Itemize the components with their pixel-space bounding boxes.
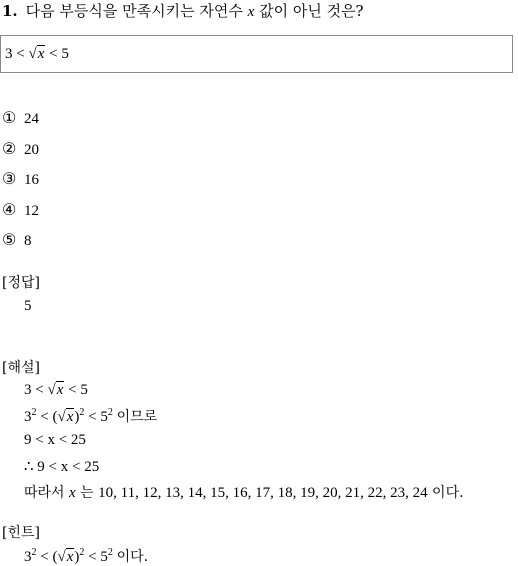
exp2-variable: x — [66, 409, 74, 425]
exp2-tail: 이므로 — [116, 409, 158, 425]
formula-box — [0, 35, 513, 73]
exp2-exp2: 2 — [79, 407, 85, 418]
choice-value: 20 — [24, 142, 39, 158]
choice-mark: ② — [2, 139, 17, 158]
exp2-exp: 2 — [31, 407, 37, 418]
sqrt-symbol: √x — [57, 549, 74, 565]
choice-5[interactable] — [2, 230, 32, 250]
explanation-line-5 — [24, 482, 464, 502]
exp1-right: < 5 — [68, 382, 88, 398]
question-number: 1. — [2, 2, 18, 20]
choice-3[interactable] — [2, 169, 39, 189]
sqrt-symbol: √x — [28, 46, 45, 62]
choice-1[interactable] — [2, 108, 39, 128]
choice-value: 12 — [24, 203, 39, 219]
choice-4[interactable] — [2, 200, 39, 220]
hint-exp2: 2 — [79, 547, 85, 558]
hint-exp3: 2 — [107, 547, 113, 558]
question-title — [2, 0, 364, 21]
question-text-after: 값이 아닌 것은? — [259, 2, 364, 20]
hint-open: < ( — [40, 549, 58, 565]
exp5-prefix: 따라서 — [24, 485, 65, 501]
hint-b: < 5 — [88, 549, 108, 565]
exp5-variable: x — [69, 485, 76, 501]
hint-exp: 2 — [31, 547, 37, 558]
exp2-exp3: 2 — [107, 407, 113, 418]
choice-2[interactable] — [2, 139, 39, 159]
hint-line — [24, 546, 148, 566]
exp5-list: 10, 11, 12, 13, 14, 15, 16, 17, 18, 19, 20, 21, 22, 23, 24 — [98, 485, 428, 501]
choice-mark: ③ — [2, 169, 17, 188]
hint-close: ) — [74, 549, 80, 565]
exp1-variable: x — [56, 382, 64, 398]
formula-right: < 5 — [49, 46, 69, 62]
exp5-mid: 는 — [80, 485, 94, 501]
choice-value: 8 — [24, 233, 32, 249]
question-text-before: 다음 부등식을 만족시키는 자연수 — [25, 2, 243, 20]
hint-variable: x — [66, 549, 74, 565]
choice-value: 24 — [24, 111, 39, 127]
answer-value: 5 — [24, 298, 32, 314]
exp2-a: 3 — [24, 409, 32, 425]
choice-mark: ⑤ — [2, 230, 17, 249]
hint-label: [힌트] — [2, 525, 40, 541]
formula-variable: x — [37, 46, 45, 62]
answer-label: [정답] — [2, 275, 40, 291]
sqrt-symbol: √x — [47, 382, 64, 398]
exp1-left: 3 < — [24, 382, 44, 398]
explanation-line-2 — [24, 406, 157, 426]
formula-expression — [5, 46, 69, 63]
explanation-line-4: ∴ 9 < x < 25 — [24, 459, 100, 475]
choice-mark: ④ — [2, 200, 17, 219]
hint-a: 3 — [24, 549, 32, 565]
choice-value: 16 — [24, 172, 39, 188]
explanation-line-1 — [24, 382, 88, 399]
question-variable: x — [247, 4, 255, 20]
explanation-line-3: 9 < x < 25 — [24, 432, 86, 448]
exp5-suffix: 이다. — [432, 485, 464, 501]
formula-left: 3 < — [5, 46, 25, 62]
sqrt-symbol: √x — [57, 409, 74, 425]
exp2-open: < ( — [40, 409, 58, 425]
exp2-close: ) — [74, 409, 80, 425]
exp2-b: < 5 — [88, 409, 108, 425]
explanation-label: [해설] — [2, 360, 40, 376]
choice-mark: ① — [2, 108, 17, 127]
hint-tail: 이다. — [116, 549, 149, 565]
